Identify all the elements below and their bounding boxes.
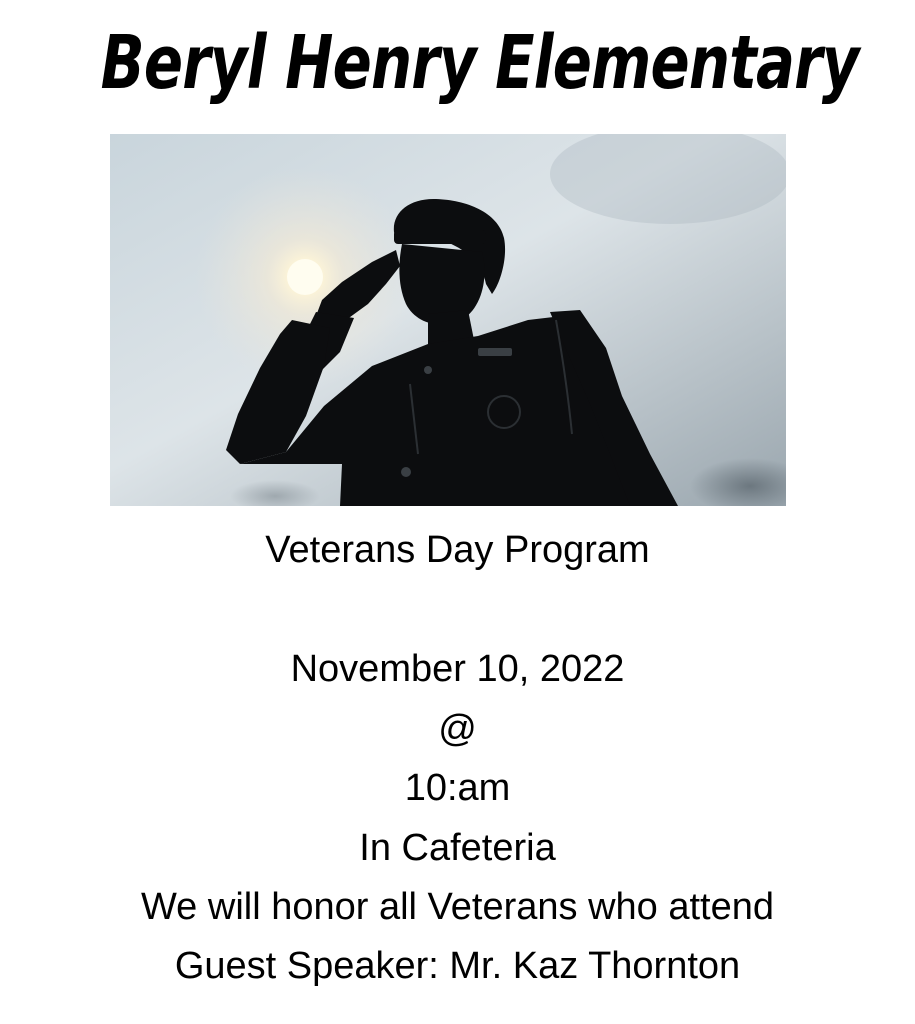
guest-speaker: Guest Speaker: Mr. Kaz Thornton [174, 945, 741, 987]
event-time: 10:am [404, 767, 511, 809]
event-location: In Cafeteria [359, 827, 556, 869]
event-date: November 10, 2022 [290, 648, 625, 690]
saluting-soldier-silhouette-icon [110, 134, 786, 506]
school-name-heading: Beryl Henry Elementary [100, 20, 859, 106]
event-title: Veterans Day Program [265, 529, 650, 571]
at-symbol: @ [438, 708, 477, 750]
honor-note: We will honor all Veterans who attend [141, 886, 774, 928]
